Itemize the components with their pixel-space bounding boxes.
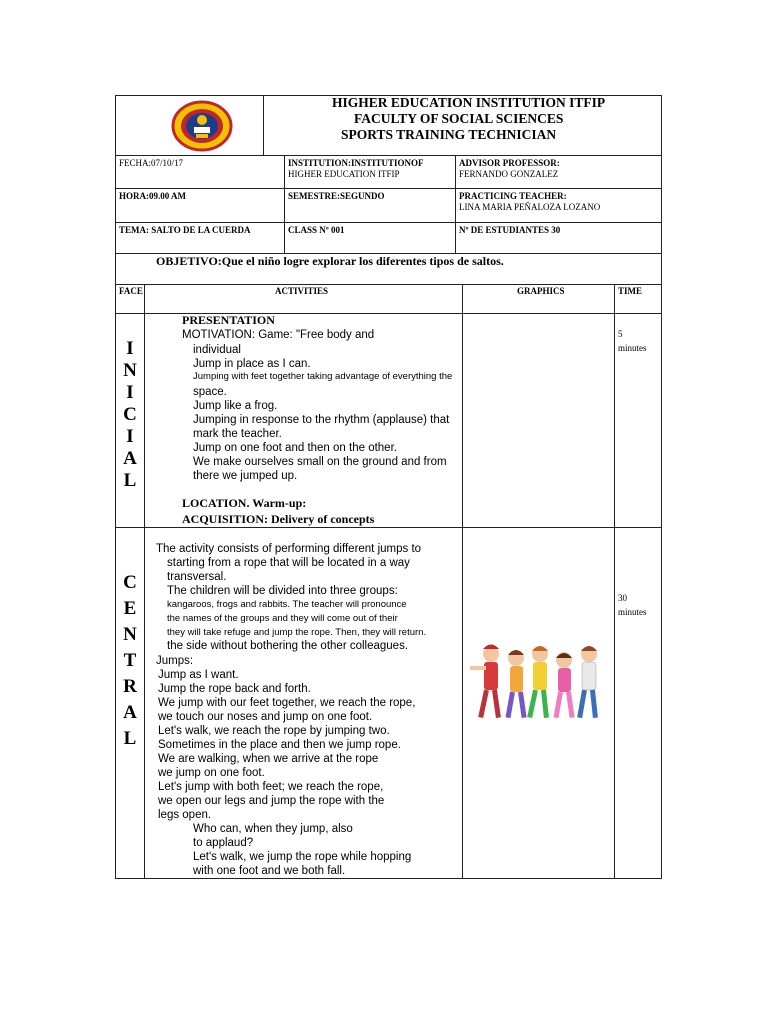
central-line: Who can, when they jump, also — [193, 823, 353, 835]
face-letter: A — [123, 702, 137, 723]
inicial-line: Jump on one foot and then on the other. — [193, 442, 397, 454]
face-letter: C — [123, 572, 137, 593]
face-letter: N — [123, 624, 137, 645]
inicial-line: We make ourselves small on the ground and from — [193, 456, 447, 468]
central-line: kangaroos, frogs and rabbits. The teacher will pronounce — [167, 599, 407, 610]
central-line: Let's jump with both feet; we reach the rope, — [158, 781, 384, 793]
central-line: legs open. — [158, 809, 212, 821]
central-line: We jump with our feet together, we reach the rope, — [158, 697, 416, 709]
header-line-3: SPORTS TRAINING TECHNICIAN — [341, 127, 557, 142]
children-line-illustration — [470, 618, 606, 738]
col-time: TIME — [618, 286, 643, 296]
acquisition-item: ACQUISITION: Delivery of concepts — [182, 512, 375, 526]
inicial-face-label — [115, 338, 145, 492]
child-figure — [577, 646, 598, 718]
objetivo-label: OBJETIVO: — [156, 254, 222, 268]
fecha-cell: FECHA:07/10/17 — [119, 158, 184, 168]
central-line: the names of the groups and they will come out of their — [167, 613, 398, 624]
inicial-line: Jumping with feet together taking advantage of everything the — [193, 371, 453, 382]
central-line: we open our legs and jump the rope with the — [158, 795, 385, 807]
central-line: starting from a rope that will be located in a way — [167, 557, 410, 569]
motivation-item: MOTIVATION: Game: "Free body and — [182, 329, 375, 341]
inicial-time-value: 5 — [618, 329, 623, 339]
advisor-cell-line1: ADVISOR PROFESSOR: — [459, 158, 560, 168]
face-letter: T — [123, 650, 137, 671]
central-line: we touch our noses and jump on one foot. — [158, 711, 373, 723]
central-time-unit: minutes — [618, 607, 647, 617]
central-line: the side without bothering the other colleagues. — [167, 640, 409, 652]
face-letter: R — [123, 676, 137, 697]
inicial-line: Jump like a frog. — [193, 400, 278, 412]
face-letter: I — [126, 426, 134, 447]
col-face: FACE — [119, 286, 143, 296]
institution-cell-line1: INSTITUTION:INSTITUTIONOF — [288, 158, 424, 168]
teacher-cell-line1: PRACTICING TEACHER: — [459, 191, 567, 201]
central-face-label — [115, 570, 145, 752]
central-line: The children will be divided into three groups: — [167, 585, 398, 597]
face-letter: I — [126, 382, 134, 403]
header-line-2: FACULTY OF SOCIAL SCIENCES — [354, 111, 564, 126]
face-letter: N — [123, 360, 137, 381]
col-activities: ACTIVITIES — [275, 286, 329, 296]
clase-cell: CLASS Nº 001 — [288, 225, 345, 235]
face-letter: I — [126, 338, 134, 359]
inicial-line: Jumping in response to the rhythm (applause) that — [193, 414, 450, 426]
inicial-time-unit: minutes — [618, 343, 647, 353]
inicial-line: Jump in place as I can. — [193, 358, 311, 370]
face-letter: E — [123, 598, 137, 619]
inicial-line: mark the teacher. — [193, 428, 282, 440]
jumps-heading: Jumps: — [156, 655, 194, 667]
objetivo-line — [142, 254, 504, 268]
face-letter: C — [123, 404, 137, 425]
central-line: to applaud? — [193, 837, 254, 849]
hora-cell: HORA:09.00 AM — [119, 191, 186, 201]
col-graphics: GRAPHICS — [517, 286, 565, 296]
inicial-line: there we jumped up. — [193, 470, 298, 482]
advisor-cell-line2: FERNANDO GONZALEZ — [459, 169, 559, 179]
semestre-cell: SEMESTRE:SEGUNDO — [288, 191, 385, 201]
location-item: LOCATION. Warm-up: — [182, 496, 307, 510]
presentation-item: PRESENTATION — [182, 313, 275, 327]
central-line: we jump on one foot. — [158, 767, 265, 779]
central-line: they will take refuge and jump the rope. Then, they will return. — [167, 627, 427, 638]
central-line: We are walking, when we arrive at the rope — [158, 753, 379, 765]
child-figure — [527, 646, 549, 718]
central-line: transversal. — [167, 571, 227, 583]
estudiantes-cell: Nº DE ESTUDIANTES 30 — [459, 225, 561, 235]
child-figure — [506, 650, 527, 718]
header-divider — [263, 95, 264, 156]
central-line: Let's walk, we reach the rope by jumping two. — [158, 725, 390, 737]
central-line: Sometimes in the place and then we jump rope. — [158, 739, 401, 751]
child-figure — [470, 645, 501, 719]
teacher-cell-line2: LINA MARIA PEÑALOZA LOZANO — [459, 202, 601, 212]
central-line: Jump as I want. — [158, 669, 239, 681]
central-intro: The activity consists of performing different jumps to — [156, 543, 422, 555]
header-line-1: HIGHER EDUCATION INSTITUTION ITFIP — [332, 95, 606, 110]
child-figure — [554, 652, 575, 718]
face-letter: L — [123, 728, 137, 749]
central-line: Let's walk, we jump the rope while hopping — [193, 851, 412, 863]
tema-cell: TEMA: SALTO DE LA CUERDA — [119, 225, 251, 235]
objetivo-text: Que el niño logre explorar los diferentes tipos de saltos. — [221, 254, 504, 268]
central-time-value: 30 — [618, 593, 627, 603]
motivation-line2: individual — [193, 344, 241, 356]
central-line: with one foot and we both fall. — [193, 865, 346, 877]
face-letter: A — [123, 448, 137, 469]
central-line: Jump the rope back and forth. — [158, 683, 311, 695]
itfip-logo — [158, 100, 246, 152]
inicial-line: space. — [193, 386, 227, 398]
institution-cell-line2: HIGHER EDUCATION ITFIP — [288, 169, 400, 179]
face-letter: L — [123, 470, 137, 491]
